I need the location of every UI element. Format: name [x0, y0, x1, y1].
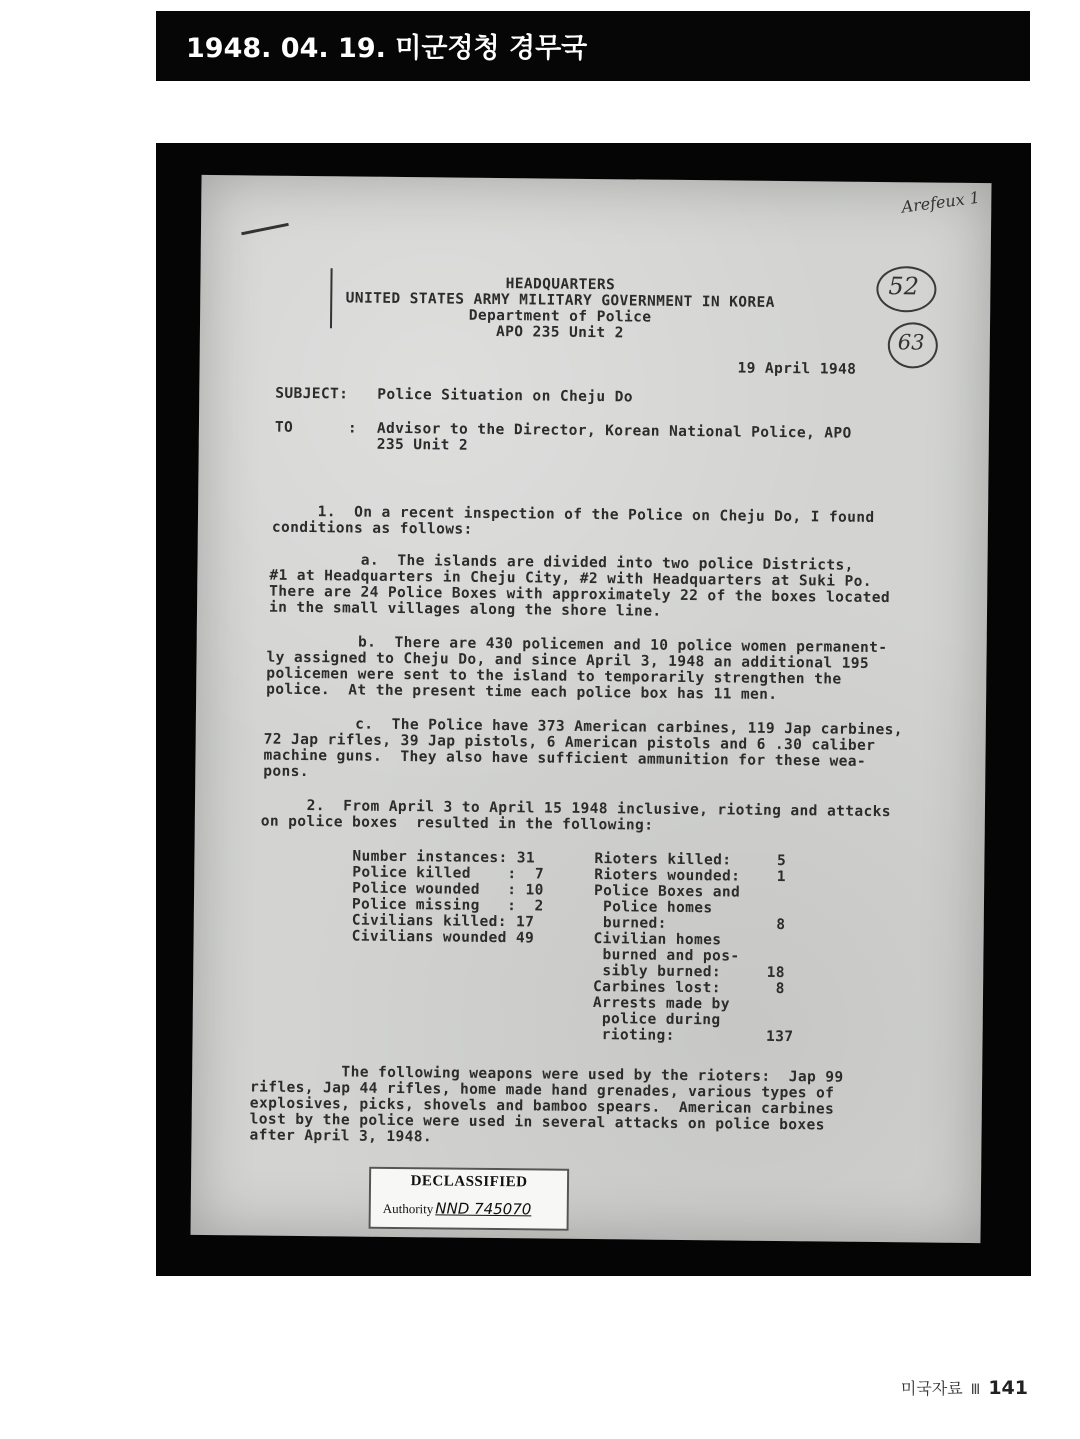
- paragraph-1: 1. On a recent inspection of the Police on Cheju Do, I found conditions as follows:: [271, 503, 875, 538]
- page-footer: [901, 1376, 1028, 1399]
- footer-section-label: 미국자료: [900, 1379, 963, 1398]
- to-line-1: Advisor to the Director, Korean National Police, APO: [376, 420, 852, 442]
- stamp-authority-label: Authority: [382, 1200, 434, 1217]
- paragraph-2: 2. From April 3 to April 15 1948 inclusive, rioting and attacks on police boxes resulted in the following:: [260, 797, 891, 834]
- letterhead-line-2: UNITED STATES ARMY MILITARY GOVERNMENT IN KOREA: [345, 290, 775, 311]
- paragraph-1b: b. There are 430 policemen and 10 police women permanent- ly assigned to Cheju Do, and since April 3, 1948 an additional 195 policemen were sent to the island to temporarily strengthen the police. At the present time each police box has 11 men.: [266, 633, 888, 703]
- subject-label: SUBJECT:: [275, 385, 349, 403]
- to-label: TO :: [274, 419, 358, 437]
- stamp-title: DECLASSIFIED: [410, 1173, 528, 1191]
- paragraph-3: The following weapons were used by the rioters: Jap 99 rifles, Jap 44 rifles, home made hand grenades, various types of explosives, picks, shovels and bamboo spears. American carbines lost by the police were used in several attacks on police boxes after April 3, 1948.: [249, 1063, 844, 1146]
- letterhead-line-4: APO 235 Unit 2: [495, 323, 624, 342]
- letterhead-line-3: Department of Police: [468, 307, 652, 326]
- footer-separator: Ⅲ: [970, 1382, 981, 1398]
- to-line-2: 235 Unit 2: [376, 436, 469, 454]
- paragraph-1a: a. The islands are divided into two police Districts, #1 at Headquarters in Cheju City, #2 with Headquarters at Suki Po. There are 24 Police Boxes with approximately 22 of the boxes located in the small villages along the shore line.: [268, 551, 891, 620]
- chapter-header-title: 1948. 04. 19. 미군정청 경무국: [186, 33, 588, 64]
- statistics-right-column: Rioters killed: 5 Rioters wounded: 1 Police Boxes and Police homes burned: 8 Civilian homes burned and pos- sibly burned: 18 Carbines lost: 8 Arrests made by police during rioting: 137: [592, 851, 794, 1046]
- pen-mark: [241, 223, 289, 235]
- stamp-authority-number: NND 745070: [435, 1199, 532, 1219]
- letterhead: [280, 274, 841, 344]
- corner-handwritten-note: Arefeux 1: [900, 187, 981, 217]
- declassified-stamp: [369, 1167, 570, 1231]
- statistics-left-column: Number instances: 31 Police killed : 7 Police wounded : 10 Police missing : 2 Civilians killed: 17 Civilians wounded 49: [351, 848, 545, 947]
- document-date: 19 April 1948: [737, 360, 857, 378]
- page-number: 141: [988, 1377, 1028, 1399]
- document-photo-frame: [156, 143, 1031, 1276]
- stamp-authority-line: [383, 1199, 532, 1219]
- subject-text: Police Situation on Cheju Do: [377, 386, 633, 406]
- letterhead-line-1: HEADQUARTERS: [505, 276, 616, 294]
- circled-number-2: 63: [888, 322, 938, 369]
- chapter-header-bar: [156, 11, 1030, 81]
- circled-number-1: 52: [876, 266, 936, 313]
- document-paper: [190, 175, 991, 1243]
- paragraph-1c: c. The Police have 373 American carbines, 119 Jap carbines, 72 Jap rifles, 39 Jap pistols, 6 American pistols and 6 .30 caliber machine guns. They also have sufficient ammunition for these wea- pons.: [263, 715, 903, 781]
